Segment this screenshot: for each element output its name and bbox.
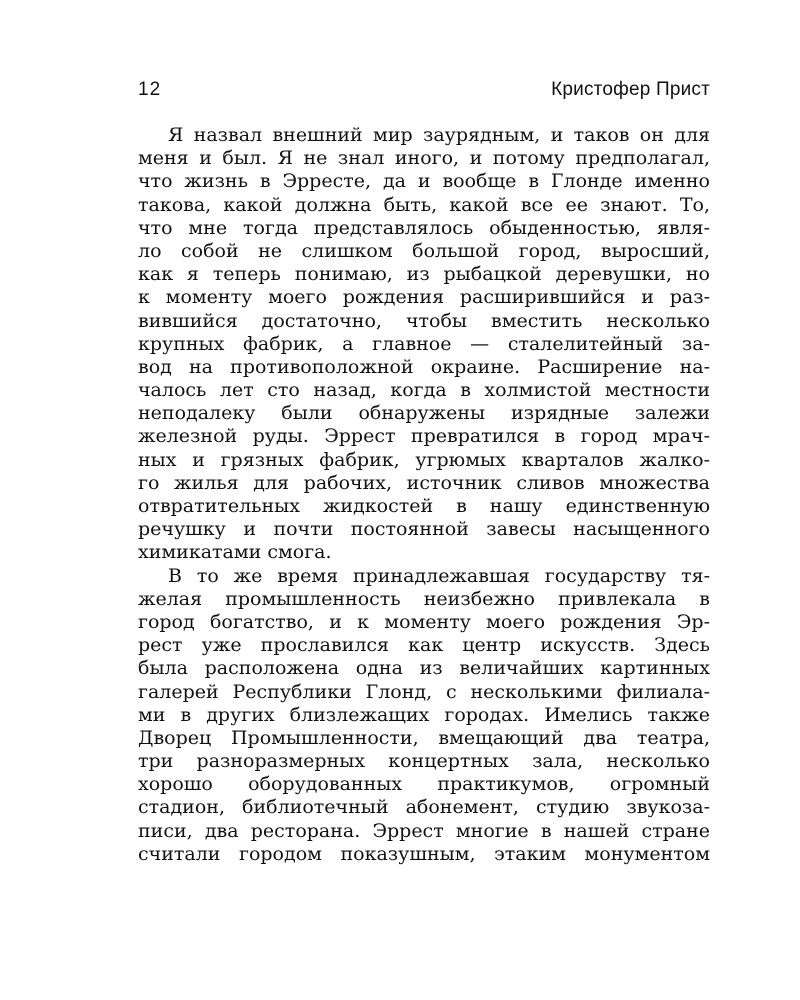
paragraph-2-line: писи, два ресторана. Эррест многие в нашей стране (138, 819, 710, 842)
paragraph-2-line: стадион, библиотечный абонемент, студию звукоза- (138, 796, 710, 819)
paragraph-1-line: что жизнь в Эрресте, да и вообще в Глонде именно (138, 170, 710, 193)
paragraph-1-line: такова, какой должна быть, какой все ее знают. То, (138, 193, 710, 216)
body-text (138, 124, 710, 866)
paragraph-2-line: считали городом показушным, этаким монументом (138, 842, 710, 865)
paragraph-1-line: неподалеку были обнаружены изрядные залежи (138, 402, 710, 425)
paragraph-1-line: меня и был. Я не знал иного, и потому предполагал, (138, 147, 710, 170)
paragraph-2-line: Дворец Промышленности, вмещающий два театра, (138, 726, 710, 749)
paragraph-2-line: желая промышленность неизбежно привлекала в (138, 587, 710, 610)
paragraph-2-line: хорошо оборудованных практикумов, огромный (138, 773, 710, 796)
paragraph-2-line: галерей Республики Глонд, с несколькими филиала- (138, 680, 710, 703)
paragraph-1-line: Я назвал внешний мир заурядным, и таков он для (168, 124, 710, 146)
paragraph-1-line: крупных фабрик, а главное — сталелитейный за- (138, 332, 710, 355)
paragraph-1-line: чалось лет сто назад, когда в холмистой местности (138, 379, 710, 402)
paragraph-1-line: ло собой не слишком большой город, выросший, (138, 239, 710, 262)
paragraph-1-line: к моменту моего рождения расширившийся и раз- (138, 286, 710, 309)
paragraph-1-line: вод на противоположной окраине. Расширение на- (138, 355, 710, 378)
paragraph-2-line: город богатство, и к моменту моего рождения Эр- (138, 610, 710, 633)
paragraph-2-line: рест уже прославился как центр искусств. Здесь (138, 634, 710, 657)
paragraph-2-line: была расположена одна из величайших картинных (138, 657, 710, 680)
paragraph-1-line: железной руды. Эррест превратился в город мрач- (138, 425, 710, 448)
paragraph-1-line: что мне тогда представлялось обыденностью, явля- (138, 216, 710, 239)
paragraph-1-line: как я теперь понимаю, из рыбацкой деревушки, но (138, 263, 710, 286)
paragraph-2-line: ми в других близлежащих городах. Имелись также (138, 703, 710, 726)
paragraph-1-line: отвратительных жидкостей в нашу единственную (138, 495, 710, 517)
paragraph-1-line: вившийся достаточно, чтобы вместить несколько (138, 309, 710, 332)
author-name: Кристофер Прист (551, 79, 710, 100)
paragraph-2-line: В то же время принадлежавшая государству тя- (168, 564, 710, 587)
running-header (138, 79, 710, 105)
paragraph-1-line: химикатами смога. (138, 541, 332, 564)
page-number: 12 (138, 79, 162, 100)
paragraph-1-line: речушку и почти постоянной завесы насыщенного (138, 518, 710, 541)
paragraph-1-line: ных и грязных фабрик, угрюмых кварталов жалко- (138, 448, 710, 471)
paragraph-2-line: три разноразмерных концертных зала, несколько (138, 750, 710, 773)
paragraph-1-line: го жилья для рабочих, источник сливов множества (138, 471, 710, 494)
